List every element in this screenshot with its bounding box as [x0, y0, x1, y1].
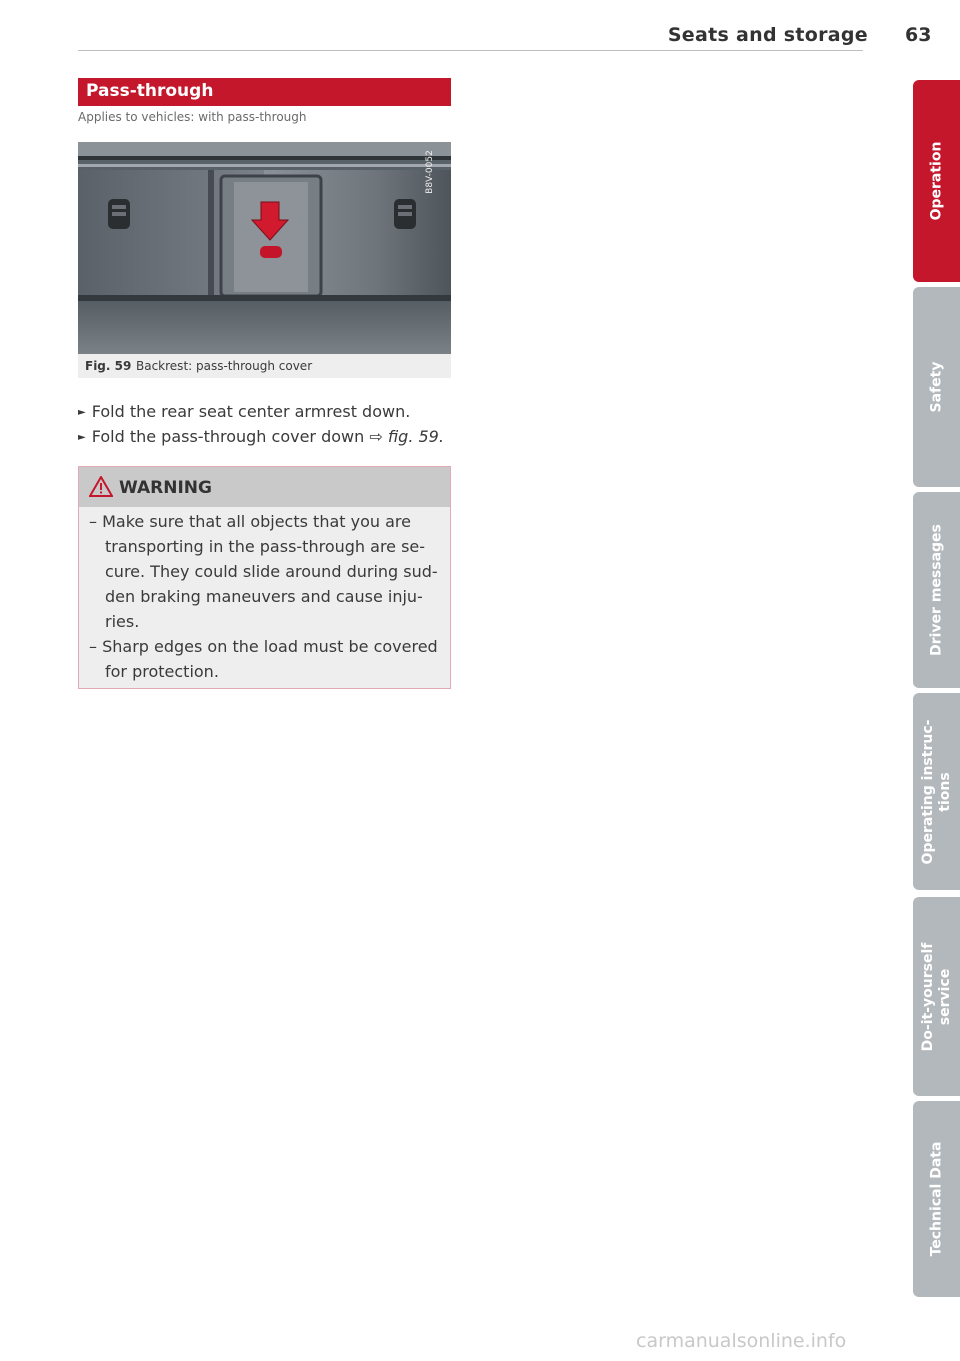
- backrest-illustration: [78, 142, 451, 354]
- warning-line: den braking maneuvers and cause inju-: [105, 587, 423, 606]
- tab-do-it-yourself-service[interactable]: Do-it-yourself service: [913, 897, 960, 1096]
- figure-caption-number: Fig. 59: [85, 359, 132, 373]
- instruction-step: ► Fold the rear seat center armrest down.: [78, 402, 411, 421]
- warning-box: [78, 466, 451, 689]
- warning-line: ries.: [105, 612, 140, 631]
- warning-header: [79, 467, 450, 507]
- applies-to-note: Applies to vehicles: with pass-through: [78, 110, 307, 124]
- section-title: Pass-through: [86, 81, 214, 101]
- tab-driver-messages[interactable]: Driver messages: [913, 492, 960, 688]
- warning-line: cure. They could slide around during sud-: [105, 562, 438, 581]
- warning-triangle-icon: [89, 476, 113, 497]
- page-number: 63: [905, 24, 932, 46]
- figure-caption: [78, 354, 451, 378]
- instruction-step: ► Fold the pass-through cover down ⇨ fig. 59.: [78, 427, 444, 446]
- running-header-title: Seats and storage: [667, 24, 868, 46]
- tab-technical-data[interactable]: Technical Data: [913, 1101, 960, 1297]
- warning-line: transporting in the pass-through are se-: [105, 537, 426, 556]
- header-rule: [78, 50, 863, 51]
- warning-line: for protection.: [105, 662, 219, 681]
- step-bullet-icon: ►: [78, 407, 86, 418]
- warning-title: WARNING: [119, 478, 212, 498]
- warning-line: – Make sure that all objects that you are: [89, 512, 411, 531]
- tab-operating-instructions[interactable]: Operating instruc- tions: [913, 693, 960, 890]
- tab-safety[interactable]: Safety: [913, 287, 960, 487]
- tab-operation[interactable]: Operation: [913, 80, 960, 282]
- figure-caption-text: Backrest: pass-through cover: [136, 359, 313, 373]
- figure-reference-link[interactable]: ⇨ fig. 59.: [369, 427, 444, 446]
- step-bullet-icon: ►: [78, 432, 86, 443]
- figure-code: B8V-0052: [424, 150, 435, 194]
- watermark: carmanualsonline.info: [636, 1330, 847, 1352]
- section-title-bar: [78, 78, 451, 106]
- figure-image: [78, 142, 451, 354]
- warning-line: – Sharp edges on the load must be covered: [89, 637, 438, 656]
